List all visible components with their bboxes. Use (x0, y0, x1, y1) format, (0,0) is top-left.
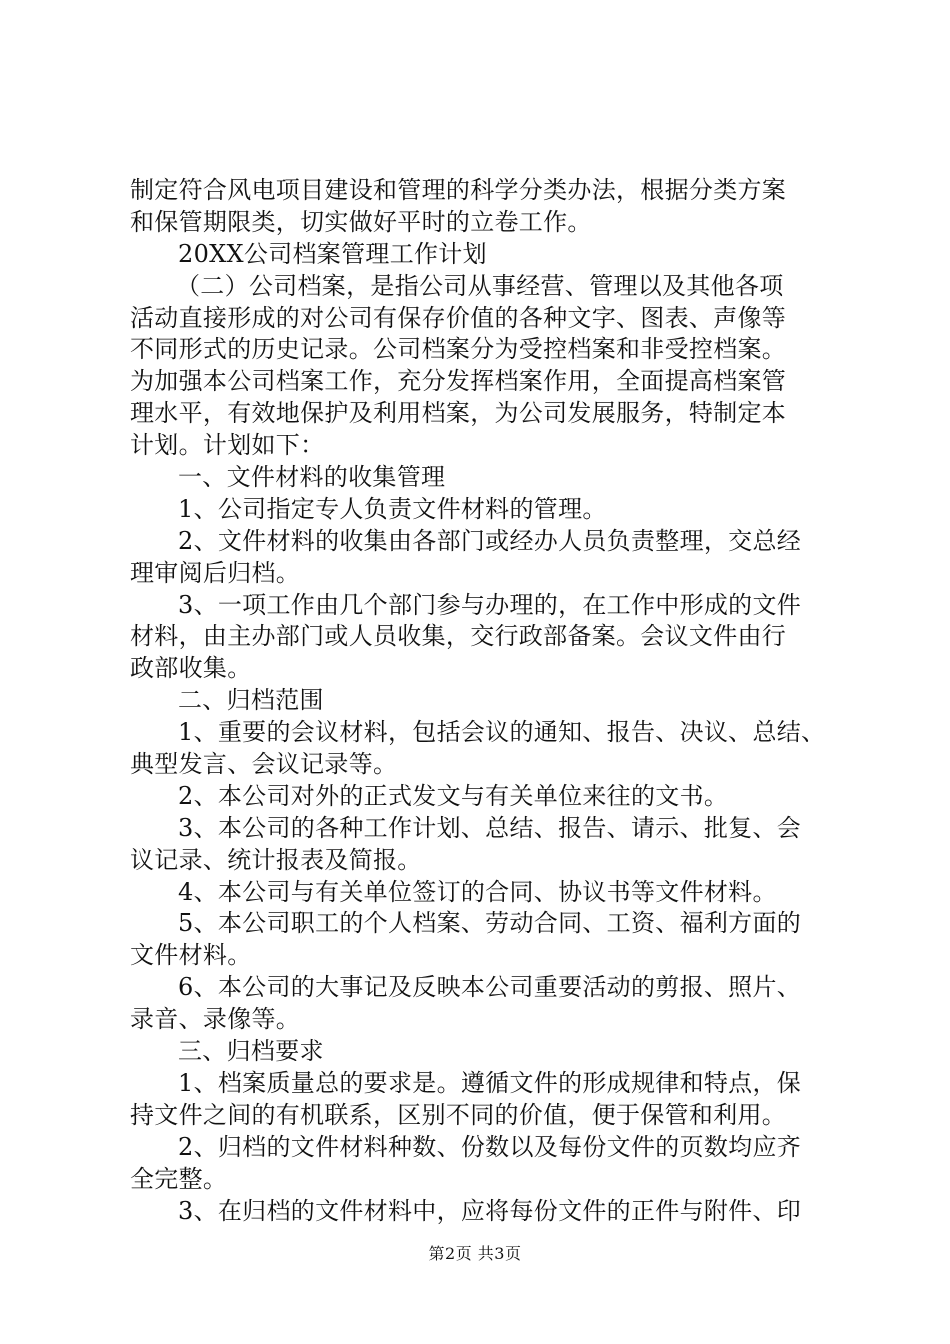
text-line: 持文件之间的有机联系，区别不同的价值，便于保管和利用。 (130, 1100, 787, 1129)
page-number-footer: 第2页 共3页 (428, 1244, 522, 1263)
text-line: 为加强本公司档案工作，充分发挥档案作用，全面提高档案管 (130, 367, 787, 396)
text-line: 政部收集。 (130, 654, 252, 683)
text-line: 和保管期限类，切实做好平时的立卷工作。 (130, 207, 592, 236)
text-line: 3、本公司的各种工作计划、总结、报告、请示、批复、会 (178, 813, 802, 842)
text-line: 3、一项工作由几个部门参与办理的，在工作中形成的文件 (178, 590, 802, 619)
text-line: 1、档案质量总的要求是。遵循文件的形成规律和特点，保 (178, 1068, 802, 1097)
text-line: 1、重要的会议材料，包括会议的通知、报告、决议、总结、 (178, 718, 826, 747)
text-line: 2、归档的文件材料种数、份数以及每份文件的页数均应齐 (178, 1132, 802, 1161)
text-line: 4、本公司与有关单位签订的合同、协议书等文件材料。 (178, 877, 777, 906)
text-line: 理水平，有效地保护及利用档案，为公司发展服务，特制定本 (130, 399, 787, 428)
text-line: 5、本公司职工的个人档案、劳动合同、工资、福利方面的 (178, 909, 802, 938)
document-body (130, 175, 830, 1227)
text-line: 录音、录像等。 (130, 1005, 301, 1034)
section-title: 20XX公司档案管理工作计划 (178, 239, 487, 268)
text-line: 活动直接形成的对公司有保存价值的各种文字、图表、声像等 (130, 303, 787, 332)
text-line: 2、文件材料的收集由各部门或经办人员负责整理，交总经 (178, 526, 802, 555)
text-line: 计划。计划如下： (130, 431, 325, 460)
text-line: 典型发言、会议记录等。 (130, 750, 398, 779)
heading-line: 三、归档要求 (178, 1037, 324, 1066)
text-line: 全完整。 (130, 1164, 228, 1193)
text-line: 1、公司指定专人负责文件材料的管理。 (178, 494, 607, 523)
heading-line: 一、文件材料的收集管理 (178, 463, 446, 492)
text-line: 理审阅后归档。 (130, 558, 301, 587)
text-line: 3、在归档的文件材料中，应将每份文件的正件与附件、印 (178, 1196, 802, 1225)
text-line: 6、本公司的大事记及反映本公司重要活动的剪报、照片、 (178, 973, 802, 1002)
text-line: 材料，由主办部门或人员收集，交行政部备案。会议文件由行 (130, 622, 787, 651)
text-line: （二）公司档案，是指公司从事经营、管理以及其他各项 (176, 271, 784, 300)
text-line: 文件材料。 (130, 941, 252, 970)
text-line: 不同形式的历史记录。公司档案分为受控档案和非受控档案。 (130, 335, 787, 364)
text-line: 制定符合风电项目建设和管理的科学分类办法，根据分类方案 (130, 176, 787, 204)
heading-line: 二、归档范围 (178, 686, 324, 715)
text-line: 议记录、统计报表及简报。 (130, 845, 422, 874)
text-line: 2、本公司对外的正式发文与有关单位来往的文书。 (178, 781, 729, 810)
